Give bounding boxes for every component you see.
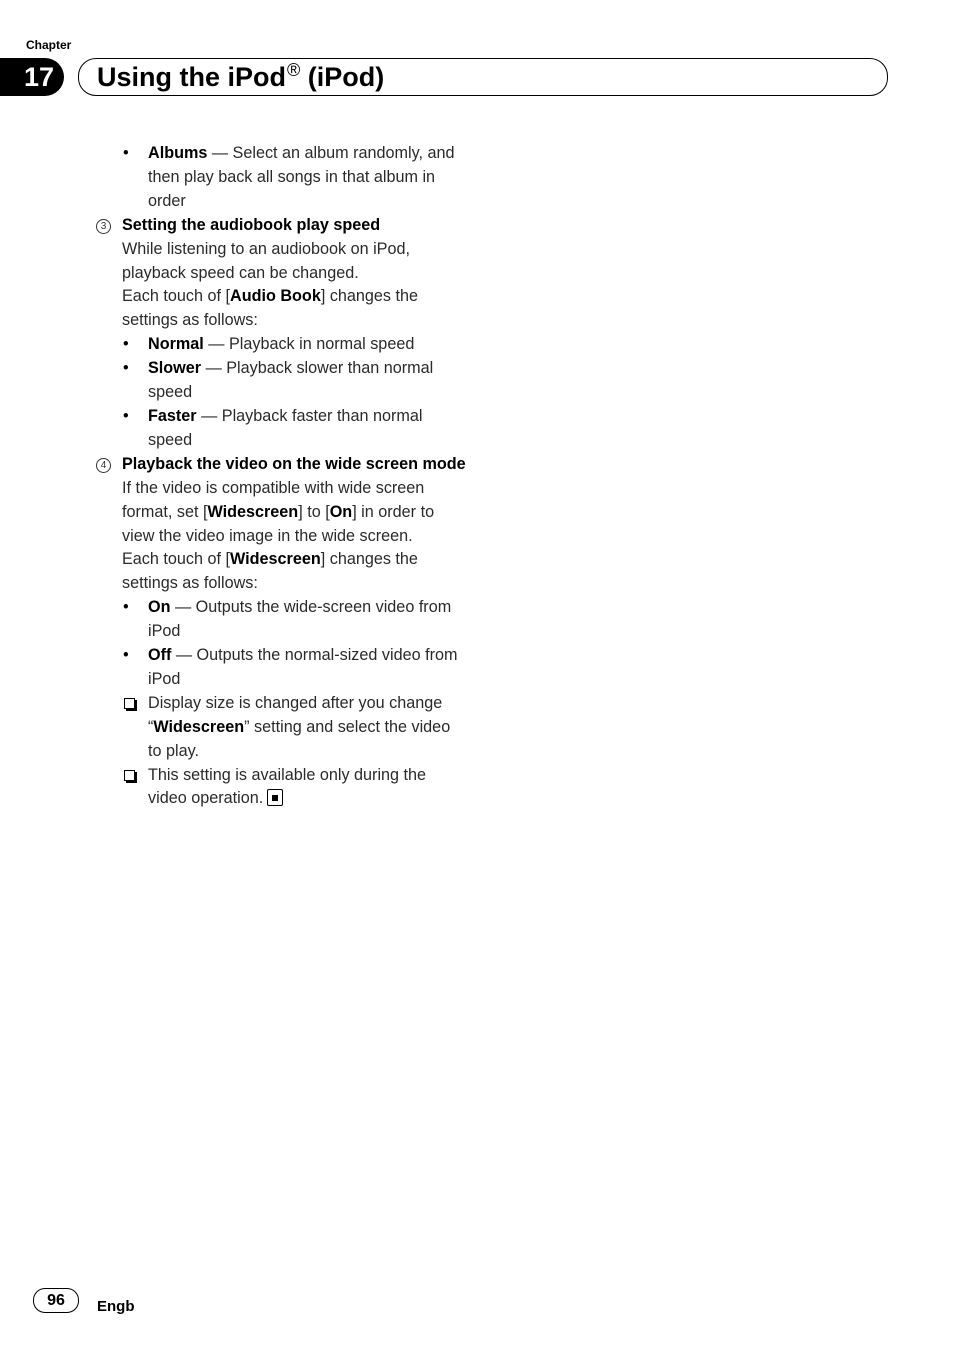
widescreen-key: Widescreen <box>207 502 299 521</box>
chapter-title <box>97 58 384 96</box>
note-text: This setting is available only during the video operation. <box>148 765 427 808</box>
bullet-icon: • <box>123 144 129 162</box>
note-display-size <box>96 692 468 764</box>
list-item <box>96 357 468 405</box>
section-heading-text: Setting the audiobook play speed <box>122 215 381 234</box>
bullet-icon: • <box>123 335 129 354</box>
bullet-term: Off <box>148 646 172 665</box>
chapter-title-main: Using the iPod <box>97 62 286 92</box>
each-touch-post: ] changes the settings as follows: <box>122 550 418 593</box>
chapter-title-suffix: (iPod) <box>300 62 385 92</box>
bullet-term: Faster <box>148 406 197 425</box>
page-number: 96 <box>33 1288 79 1313</box>
circled-number-icon: 3 <box>96 219 111 234</box>
section-3-each-touch <box>96 285 468 333</box>
note-checkbox-icon <box>124 698 135 709</box>
intro-pre: If the video is compatible with wide screen format, set [ <box>122 478 425 521</box>
audio-book-key: Audio Book <box>230 287 321 306</box>
intro-mid: ] to [ <box>298 502 330 521</box>
note-pre: Display size is changed after you change “ <box>148 693 443 736</box>
section-3-heading <box>96 214 468 238</box>
section-4-intro <box>96 477 468 549</box>
list-item <box>96 333 468 357</box>
bullet-term: Albums <box>148 144 208 162</box>
section-4-heading <box>96 453 468 477</box>
section-heading-text: Playback the video on the wide screen mode <box>122 454 466 473</box>
bullet-text: — Outputs the wide-screen video from iPod <box>148 598 452 641</box>
each-touch-pre: Each touch of [ <box>122 287 230 306</box>
bullet-icon: • <box>123 359 129 378</box>
bullet-text: — Select an album randomly, and then play back all songs in that album in order <box>148 144 455 210</box>
section-3-intro: While listening to an audiobook on iPod, playback speed can be changed. <box>122 239 410 282</box>
circled-number-icon: 4 <box>96 458 111 473</box>
registered-mark: ® <box>287 60 301 80</box>
chapter-label: Chapter <box>26 38 72 52</box>
each-touch-post: ] changes the settings as follows: <box>122 287 419 330</box>
section-4-each-touch <box>96 548 468 596</box>
bullet-icon: • <box>123 406 129 425</box>
bullet-term: On <box>148 598 171 617</box>
note-video-operation <box>96 764 468 812</box>
bullet-icon: • <box>123 598 129 617</box>
list-item <box>96 596 468 644</box>
page-content <box>96 142 468 811</box>
widescreen-key: Widescreen <box>153 717 245 736</box>
bullet-text: — Playback in normal speed <box>203 335 415 354</box>
bullet-icon: • <box>123 646 129 665</box>
each-touch-pre: Each touch of [ <box>122 550 230 569</box>
widescreen-key: Widescreen <box>230 550 321 569</box>
intro-post: ] in order to view the video image in the wide screen. <box>122 502 435 545</box>
bullet-text: — Playback faster than normal speed <box>148 406 423 449</box>
bullet-text: — Outputs the normal-sized video from iPod <box>148 646 458 688</box>
chapter-number-badge: 17 <box>0 58 64 96</box>
bullet-text: — Playback slower than normal speed <box>148 359 434 402</box>
bullet-term: Normal <box>148 335 204 354</box>
language-code: Engb <box>97 1298 135 1315</box>
bullet-term: Slower <box>148 359 202 378</box>
end-of-section-icon <box>267 789 283 806</box>
note-post: ” setting and select the video to play. <box>148 717 451 760</box>
list-item <box>96 405 468 453</box>
albums-bullet <box>96 142 468 214</box>
note-checkbox-icon <box>124 770 135 781</box>
on-key: On <box>329 502 353 521</box>
list-item <box>96 644 468 692</box>
